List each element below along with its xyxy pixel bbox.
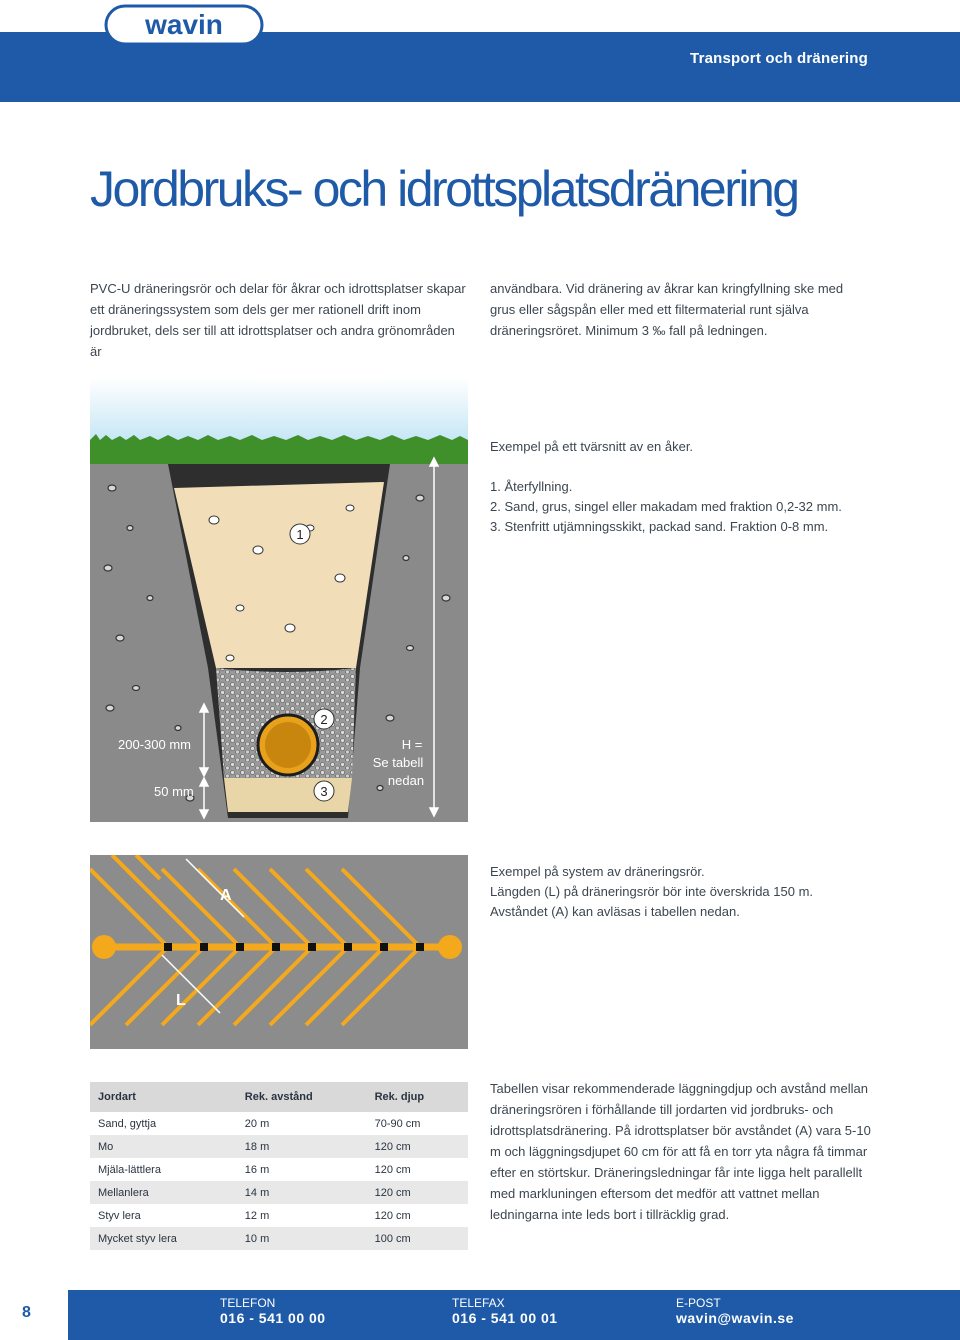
page-number: 8 (22, 1304, 31, 1321)
contact-email (676, 1296, 794, 1326)
table-cell: 120 cm (367, 1135, 468, 1158)
table-cell: Mo (90, 1135, 237, 1158)
table-cell: 70-90 cm (367, 1112, 468, 1135)
legend-item: 3. Stenfritt utjämningsskikt, packad sand. Fraktion 0-8 mm. (490, 519, 829, 534)
dim-left-2: 50 mm (154, 784, 194, 799)
table-row (90, 1112, 468, 1135)
table-cell: 16 m (237, 1158, 367, 1181)
label-a: A (220, 887, 232, 904)
table-cell: 120 cm (367, 1158, 468, 1181)
cross-section-caption-block (490, 436, 890, 537)
table-cell: 20 m (237, 1112, 367, 1135)
dim-left-1: 200-300 mm (118, 737, 191, 752)
table-row (90, 1158, 468, 1181)
logo-text: wavin (145, 9, 223, 40)
table-description: Tabellen visar rekommenderade läggningdjup och avstånd mellan dräneringsrören i förhållande till jordarten vid jordbruks- och idrottsplatsdränering. På idrottsplatser bör avståndet (A) vara 5-10 m och läggningsdjupet 60 cm för att få en torr yta några få timmar efter en störtskur. Dräneringsledningar får inte ligga helt parallellt med markluningen eftersom det medför att vattnet mellan ledningarna inte leds bort i tillräcklig grad. (490, 1081, 871, 1222)
field-background (90, 855, 468, 1049)
table-cell: Mellanlera (90, 1181, 237, 1204)
table-cell: Sand, gyttja (90, 1112, 237, 1135)
marker-3: 3 (320, 784, 328, 799)
table-cell: 120 cm (367, 1181, 468, 1204)
main-drain-end-right (438, 935, 462, 959)
drain-system-figure (90, 855, 468, 1049)
fax-number: 016 - 541 00 01 (452, 1310, 558, 1326)
page-title: Jordbruks- och idrottsplatsdränering (90, 161, 798, 217)
dim-right-2: Se tabell (372, 755, 424, 770)
system-caption (490, 862, 890, 922)
phone-number: 016 - 541 00 00 (220, 1310, 326, 1326)
table-row (90, 1181, 468, 1204)
table-row (90, 1227, 468, 1250)
system-caption-line: Avståndet (A) kan avläsas i tabellen nedan. (490, 904, 740, 919)
table-row (90, 1135, 468, 1158)
phone-label: TELEFON (220, 1296, 276, 1310)
soil-table (90, 1082, 468, 1250)
cross-section-legend (490, 477, 890, 537)
dim-right-1: H = (401, 737, 423, 752)
cross-section-figure (90, 378, 468, 822)
main-drain-end-left (92, 935, 116, 959)
table-row (90, 1204, 468, 1227)
table-header-row (90, 1082, 468, 1112)
table-cell: 120 cm (367, 1204, 468, 1227)
marker-1: 1 (296, 527, 304, 542)
legend-item: 1. Återfyllning. (490, 479, 573, 494)
table-cell: 100 cm (367, 1227, 468, 1250)
table-cell: 18 m (237, 1135, 367, 1158)
column-header: Rek. djup (367, 1082, 468, 1112)
label-l: L (176, 992, 186, 1009)
column-header: Rek. avstånd (237, 1082, 367, 1112)
legend-item: 2. Sand, grus, singel eller makadam med fraktion 0,2-32 mm. (490, 499, 842, 514)
grass (90, 440, 468, 464)
email-label: E-POST (676, 1296, 721, 1310)
table-cell: Styv lera (90, 1204, 237, 1227)
dim-right-3: nedan (387, 773, 425, 788)
system-caption-line: Längden (L) på dräneringsrör bör inte överskrida 150 m. (490, 884, 814, 899)
email-link[interactable]: wavin@wavin.se (676, 1310, 794, 1326)
marker-2: 2 (320, 712, 328, 727)
fax-label: TELEFAX (452, 1296, 505, 1310)
wavin-logo (104, 4, 264, 46)
table-cell: Mjäla-lättlera (90, 1158, 237, 1181)
cross-section-caption: Exempel på ett tvärsnitt av en åker. (490, 439, 694, 454)
contact-phone (220, 1296, 326, 1326)
system-caption-line: Exempel på system av dräneringsrör. (490, 864, 705, 879)
table-cell: Mycket styv lera (90, 1227, 237, 1250)
intro-left: PVC-U dräneringsrör och delar för åkrar och idrottsplatser skapar ett dräneringssystem som dels ger mer rationell drift inom jordbruket, dels ser till att idrottsplatser och andra grönområden är (90, 281, 466, 359)
table-cell: 12 m (237, 1204, 367, 1227)
contact-fax (452, 1296, 558, 1326)
section-title: Transport och dränering (690, 50, 868, 67)
column-header: Jordart (90, 1082, 237, 1112)
intro-right: användbara. Vid dränering av åkrar kan kringfyllning ske med grus eller sågspån eller med ett filtermaterial runt själva dräneringsröret. Minimum 3 ‰ fall på ledningen. (490, 281, 844, 338)
table-cell: 14 m (237, 1181, 367, 1204)
drain-pipe-inner (265, 722, 311, 768)
table-cell: 10 m (237, 1227, 367, 1250)
